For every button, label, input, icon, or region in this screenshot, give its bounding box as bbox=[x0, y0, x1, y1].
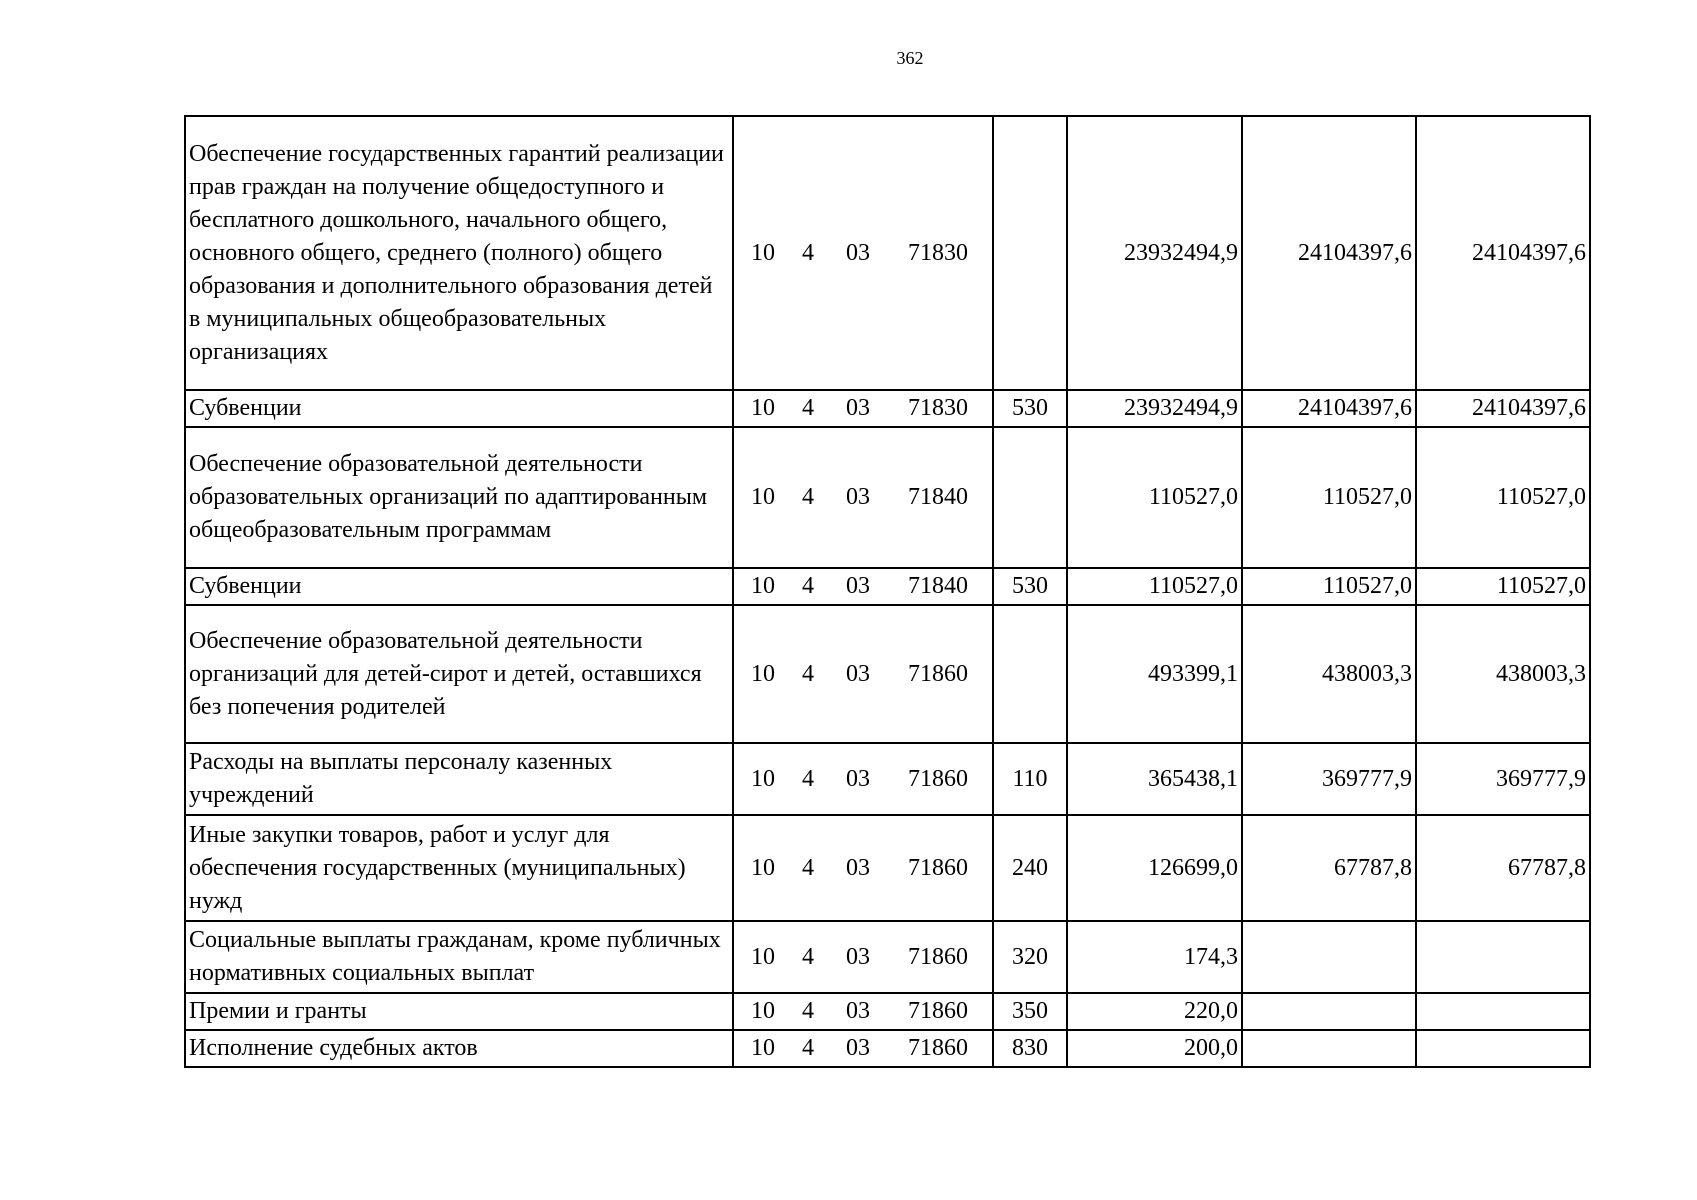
row-value-3: 369777,9 bbox=[1416, 743, 1590, 815]
row-value-3: 110527,0 bbox=[1416, 568, 1590, 605]
code-item: 03 bbox=[846, 1035, 870, 1061]
row-description: Обеспечение образовательной деятельности организаций для детей-сирот и детей, оставшихся без попечения родителей bbox=[185, 605, 733, 743]
row-description: Субвенции bbox=[185, 390, 733, 427]
row-value-1: 23932494,9 bbox=[1067, 390, 1242, 427]
row-value-1: 126699,0 bbox=[1067, 815, 1242, 921]
code-direction: 71860 bbox=[908, 765, 968, 792]
row-value-3: 24104397,6 bbox=[1416, 390, 1590, 427]
row-value-2 bbox=[1242, 921, 1416, 993]
table-row bbox=[185, 815, 1590, 921]
table-row bbox=[185, 993, 1590, 1030]
row-value-1: 110527,0 bbox=[1067, 427, 1242, 568]
table-row bbox=[185, 568, 1590, 605]
row-expense-type: 240 bbox=[993, 815, 1067, 921]
row-code bbox=[733, 1030, 993, 1067]
row-value-2 bbox=[1242, 993, 1416, 1030]
code-direction: 71830 bbox=[908, 395, 968, 421]
code-section: 10 bbox=[751, 998, 775, 1024]
row-value-2: 110527,0 bbox=[1242, 427, 1416, 568]
row-value-2: 110527,0 bbox=[1242, 568, 1416, 605]
row-value-2: 438003,3 bbox=[1242, 605, 1416, 743]
row-description: Премии и гранты bbox=[185, 993, 733, 1030]
code-section: 10 bbox=[751, 943, 775, 970]
code-subprogram: 4 bbox=[802, 765, 814, 792]
row-value-1: 174,3 bbox=[1067, 921, 1242, 993]
row-code bbox=[733, 568, 993, 605]
row-value-3: 24104397,6 bbox=[1416, 116, 1590, 390]
row-code bbox=[733, 427, 993, 568]
row-value-3 bbox=[1416, 1030, 1590, 1067]
row-value-1: 110527,0 bbox=[1067, 568, 1242, 605]
row-value-1: 200,0 bbox=[1067, 1030, 1242, 1067]
row-expense-type: 350 bbox=[993, 993, 1067, 1030]
row-code bbox=[733, 390, 993, 427]
table-row bbox=[185, 427, 1590, 568]
code-subprogram: 4 bbox=[802, 998, 814, 1024]
code-subprogram: 4 bbox=[802, 395, 814, 421]
row-code bbox=[733, 605, 993, 743]
row-expense-type bbox=[993, 427, 1067, 568]
table-row bbox=[185, 743, 1590, 815]
row-description: Исполнение судебных актов bbox=[185, 1030, 733, 1067]
budget-table bbox=[184, 115, 1591, 1068]
code-section: 10 bbox=[751, 395, 775, 421]
code-item: 03 bbox=[846, 573, 870, 599]
row-expense-type: 830 bbox=[993, 1030, 1067, 1067]
row-value-1: 220,0 bbox=[1067, 993, 1242, 1030]
code-direction: 71860 bbox=[908, 854, 968, 881]
row-description: Обеспечение образовательной деятельности образовательных организаций по адаптированным общеобразовательным программам bbox=[185, 427, 733, 568]
row-value-2: 369777,9 bbox=[1242, 743, 1416, 815]
row-expense-type bbox=[993, 116, 1067, 390]
row-value-1: 23932494,9 bbox=[1067, 116, 1242, 390]
row-value-2 bbox=[1242, 1030, 1416, 1067]
code-subprogram: 4 bbox=[802, 660, 814, 687]
row-value-3 bbox=[1416, 993, 1590, 1030]
code-subprogram: 4 bbox=[802, 1035, 814, 1061]
code-section: 10 bbox=[751, 660, 775, 687]
code-subprogram: 4 bbox=[802, 239, 814, 266]
code-item: 03 bbox=[846, 854, 870, 881]
code-item: 03 bbox=[846, 943, 870, 970]
row-expense-type: 530 bbox=[993, 390, 1067, 427]
code-direction: 71830 bbox=[908, 239, 968, 266]
table-row bbox=[185, 921, 1590, 993]
code-section: 10 bbox=[751, 239, 775, 266]
row-value-3: 110527,0 bbox=[1416, 427, 1590, 568]
code-section: 10 bbox=[751, 1035, 775, 1061]
code-item: 03 bbox=[846, 660, 870, 687]
code-item: 03 bbox=[846, 239, 870, 266]
row-value-2: 24104397,6 bbox=[1242, 116, 1416, 390]
code-direction: 71860 bbox=[908, 1035, 968, 1061]
code-direction: 71840 bbox=[908, 484, 968, 510]
row-expense-type: 530 bbox=[993, 568, 1067, 605]
code-direction: 71840 bbox=[908, 573, 968, 599]
code-section: 10 bbox=[751, 854, 775, 881]
row-description: Расходы на выплаты персоналу казенных учреждений bbox=[185, 743, 733, 815]
row-description: Социальные выплаты гражданам, кроме публичных нормативных социальных выплат bbox=[185, 921, 733, 993]
code-direction: 71860 bbox=[908, 943, 968, 970]
row-code bbox=[733, 116, 993, 390]
code-direction: 71860 bbox=[908, 998, 968, 1024]
code-item: 03 bbox=[846, 765, 870, 792]
table-row bbox=[185, 116, 1590, 390]
row-expense-type: 320 bbox=[993, 921, 1067, 993]
code-subprogram: 4 bbox=[802, 854, 814, 881]
code-section: 10 bbox=[751, 765, 775, 792]
row-value-3: 67787,8 bbox=[1416, 815, 1590, 921]
code-direction: 71860 bbox=[908, 660, 968, 687]
row-value-2: 24104397,6 bbox=[1242, 390, 1416, 427]
row-value-3 bbox=[1416, 921, 1590, 993]
row-description: Субвенции bbox=[185, 568, 733, 605]
page-number: 362 bbox=[896, 48, 924, 68]
code-subprogram: 4 bbox=[802, 573, 814, 599]
code-item: 03 bbox=[846, 998, 870, 1024]
row-value-2: 67787,8 bbox=[1242, 815, 1416, 921]
code-section: 10 bbox=[751, 484, 775, 510]
row-code bbox=[733, 921, 993, 993]
table-row bbox=[185, 390, 1590, 427]
code-item: 03 bbox=[846, 484, 870, 510]
code-subprogram: 4 bbox=[802, 484, 814, 510]
table-row bbox=[185, 605, 1590, 743]
row-code bbox=[733, 743, 993, 815]
code-item: 03 bbox=[846, 395, 870, 421]
row-value-1: 493399,1 bbox=[1067, 605, 1242, 743]
code-subprogram: 4 bbox=[802, 943, 814, 970]
row-expense-type bbox=[993, 605, 1067, 743]
row-value-1: 365438,1 bbox=[1067, 743, 1242, 815]
row-expense-type: 110 bbox=[993, 743, 1067, 815]
row-code bbox=[733, 993, 993, 1030]
code-section: 10 bbox=[751, 573, 775, 599]
row-value-3: 438003,3 bbox=[1416, 605, 1590, 743]
row-code bbox=[733, 815, 993, 921]
table-row bbox=[185, 1030, 1590, 1067]
row-description: Иные закупки товаров, работ и услуг для обеспечения государственных (муниципальных) нужд bbox=[185, 815, 733, 921]
row-description: Обеспечение государственных гарантий реализации прав граждан на получение общедоступного и бесплатного дошкольного, начального общего, основного общего, среднего (полного) общего образования и дополнительного образования детей в муниципальных общеобразовательных организациях bbox=[185, 116, 733, 390]
